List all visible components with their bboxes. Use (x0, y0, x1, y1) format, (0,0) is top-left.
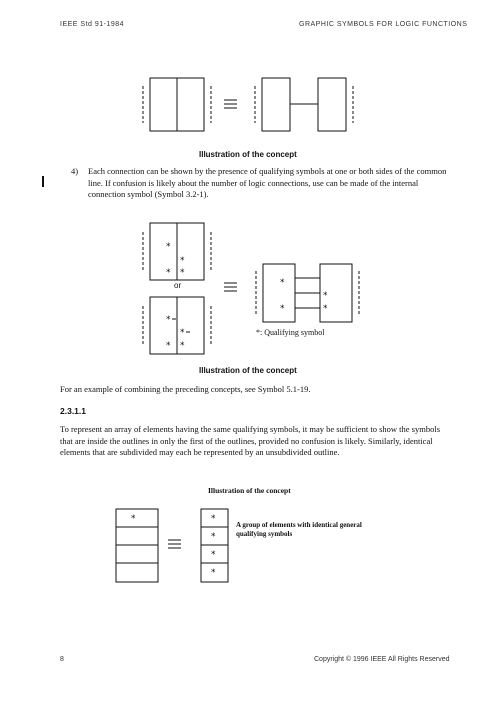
svg-text:*: * (166, 315, 171, 325)
section-number: 2.3.1.1 (60, 406, 86, 416)
svg-text:*: * (131, 514, 136, 524)
svg-text:*: * (180, 341, 185, 351)
revision-bar (42, 176, 44, 187)
figure1-left-element (143, 78, 211, 131)
svg-text:*: * (211, 550, 216, 560)
page-number: 8 (60, 656, 64, 663)
svg-text:*: * (280, 304, 285, 314)
svg-text:*: * (166, 242, 171, 252)
figure1-right-element (255, 78, 353, 131)
figure2-right-element (256, 264, 359, 322)
figure2-lower-element (143, 297, 211, 354)
header-left: IEEE Std 91-1984 (60, 21, 125, 28)
figure3-label: A group of elements with identical general qualifying symbols (236, 521, 362, 538)
svg-text:*: * (180, 256, 185, 266)
figure3-title: Illustration of the concept (208, 486, 291, 495)
figure2-or-label: or (174, 281, 182, 290)
item4-text: Each connection can be shown by the presence of qualifying symbols at one or both sides of the common line. If confusion is likely about the number of logic connections, use can be made of the internal connection symbol (Symbol 3.2-1). (88, 166, 447, 199)
svg-text:*: * (166, 268, 171, 278)
svg-text:*: * (211, 514, 216, 524)
svg-text:*: * (180, 268, 185, 278)
item4-number: 4) (71, 166, 79, 176)
footer-copyright: Copyright © 1996 IEEE All Rights Reserved (314, 656, 450, 663)
svg-text:*: * (180, 328, 185, 338)
figure2-note: *: Qualifying symbol (256, 328, 325, 337)
figure2-caption: Illustration of the concept (199, 366, 297, 375)
figure1-equiv-icon (224, 100, 237, 108)
figure3-equiv-icon (168, 540, 181, 548)
header-right: GRAPHIC SYMBOLS FOR LOGIC FUNCTIONS (299, 21, 468, 28)
svg-text:*: * (211, 568, 216, 578)
section-text: To represent an array of elements having the same qualifying symbols, it may be sufficient to show the symbols that are inside the outlines in only the first of the outlines, provided no confusion is likely. Similarly, identical elements that are subdivided may each be represented by an unsubdivided outline. (60, 424, 441, 457)
figure2-equiv-icon (224, 283, 237, 291)
figure2-upper-element (143, 223, 211, 280)
svg-text:*: * (211, 532, 216, 542)
svg-text:*: * (280, 278, 285, 288)
svg-text:*: * (323, 304, 328, 314)
svg-text:*: * (323, 291, 328, 301)
example-paragraph: For an example of combining the preceding concepts, see Symbol 5.1-19. (60, 384, 311, 394)
figure3-left-array (116, 509, 158, 582)
svg-text:*: * (166, 341, 171, 351)
figure1-caption: Illustration of the concept (199, 150, 297, 159)
